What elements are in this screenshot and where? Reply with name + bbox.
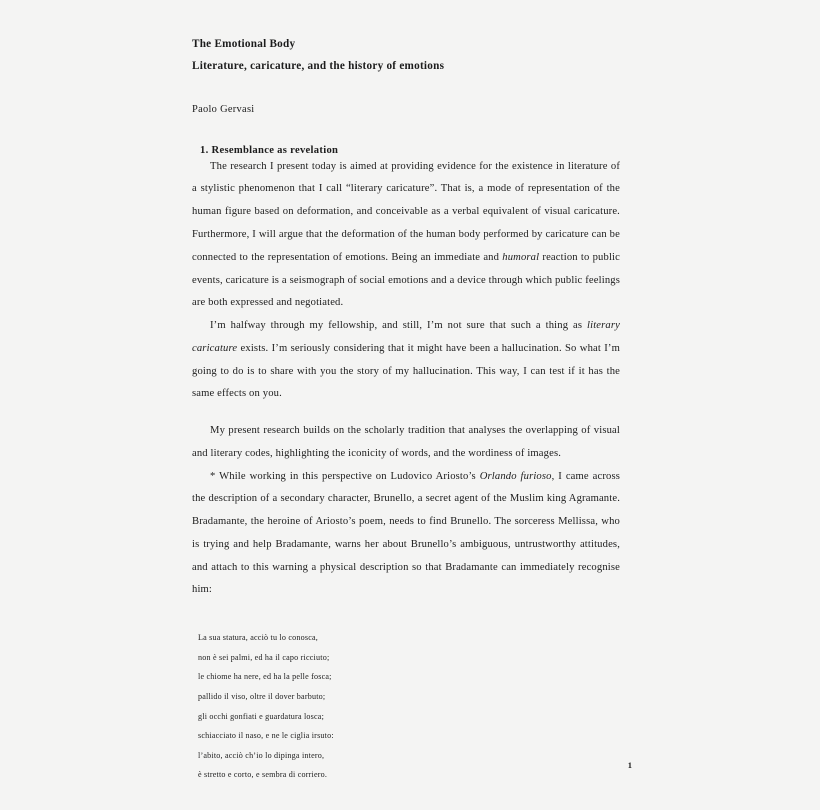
quotation-line: pallido il viso, oltre il dover barbuto; xyxy=(198,691,326,701)
paragraph-1-text-b: reaction to public events, caricature is a seismograph of social emotions and a device through which public feelings are both expressed and negotiated. xyxy=(192,251,620,309)
page-title: The Emotional Body xyxy=(192,38,296,50)
paragraph-2 xyxy=(192,315,620,406)
paragraph-1 xyxy=(192,156,620,315)
quotation-line: le chiome ha nere, ed ha la pelle fosca; xyxy=(198,672,332,682)
paragraph-3 xyxy=(192,420,620,466)
quotation-line: non è sei palmi, ed ha il capo ricciuto; xyxy=(198,652,330,662)
paragraph-2-emphasis: literary caricature xyxy=(192,320,620,354)
page-subtitle: Literature, caricature, and the history of emotions xyxy=(192,59,445,72)
author-name: Paolo Gervasi xyxy=(192,103,255,115)
section-heading-1: 1. Resemblance as revelation xyxy=(200,144,339,156)
paragraph-3-text: My present research builds on the scholarly tradition that analyses the overlapping of visual and literary codes, highlighting the iconicity of words, and the wordiness of images. xyxy=(192,425,620,459)
paragraph-2-text-a: I’m halfway through my fellowship, and still, I’m not sure that such a thing as xyxy=(210,320,588,332)
document-content xyxy=(192,34,620,785)
paragraph-4-text-b: , I came across the description of a secondary character, Brunello, a secret agent of the Muslim king Agramante. Bradamante, the heroine of Ariosto’s poem, needs to find Brunello. The sorceress Mellissa, who is trying and help Bradamante, warns her about Brunello’s ambiguous, untrustworthy attitudes, and attach to this warning a physical description so that Bradamante can immediately recognise him: xyxy=(192,470,621,596)
paragraph-spacer xyxy=(192,406,620,420)
quotation-line: schiacciato il naso, e ne le ciglia irsuto: xyxy=(198,731,334,741)
page-number: 1 xyxy=(627,760,632,770)
paragraph-4-emphasis: Orlando furioso xyxy=(479,470,552,482)
quotation-line: La sua statura, acciò tu lo conosca, xyxy=(198,633,319,643)
quotation-block xyxy=(192,602,620,785)
paragraph-1-emphasis: humoral xyxy=(502,251,540,263)
quotation-line: l’abito, acciò ch’io lo dipinga intero, xyxy=(198,750,325,760)
quotation-line: gli occhi gonfiati e guardatura losca; xyxy=(198,711,325,721)
paragraph-2-text-b: exists. I’m seriously considering that it might have been a hallucination. So what I’m going to do is to share with you the story of my hallucination. This way, I can test if it has the same effects on you. xyxy=(192,342,620,400)
paragraph-1-text-a: The research I present today is aimed at providing evidence for the existence in literature of a stylistic phenomenon that I call “literary caricature”. That is, a mode of representation of the human figure based on deformation, and conceivable as a verbal equivalent of visual caricature. Furthermore, I will argue that the deformation of the human body performed by caricature can be connected to the representation of emotions. Being an immediate and xyxy=(192,160,620,263)
paragraph-4 xyxy=(192,466,620,603)
paragraph-4-text-a: * While working in this perspective on Ludovico Ariosto’s xyxy=(210,470,480,482)
quotation-line: è stretto e corto, e sembra di corriero. xyxy=(198,770,328,780)
